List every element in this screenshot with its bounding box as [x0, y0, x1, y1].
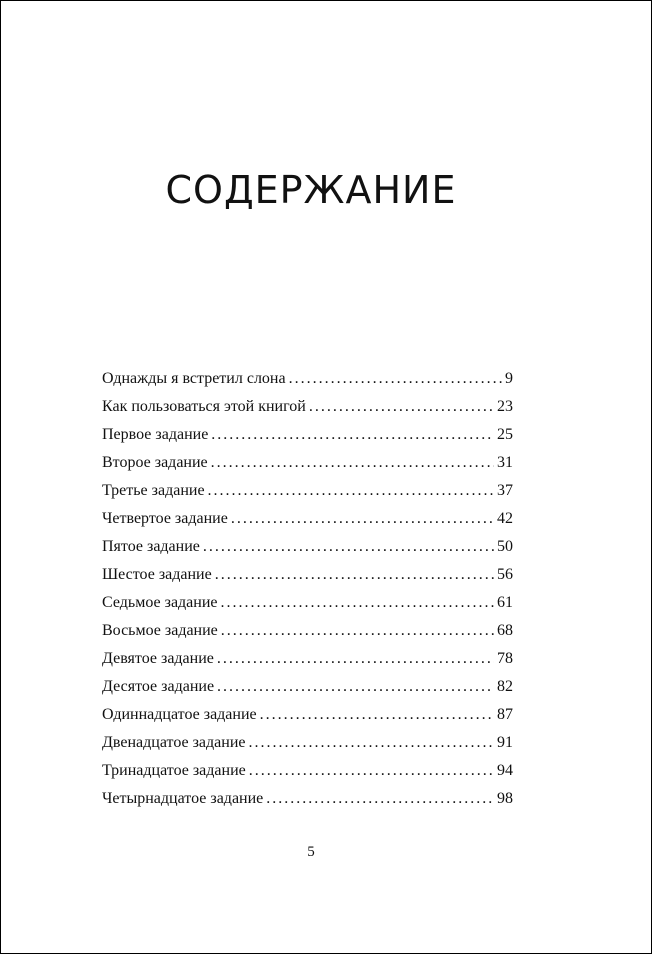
toc-entry-title: Как пользоваться этой книгой — [102, 398, 306, 415]
toc-entry[interactable] — [102, 701, 513, 729]
toc-entry[interactable] — [102, 393, 513, 421]
toc-entry[interactable] — [102, 533, 513, 561]
toc-entry[interactable] — [102, 365, 513, 393]
toc-entry-page: 31 — [497, 454, 513, 471]
toc-entry-page: 87 — [497, 706, 513, 723]
toc-entry-title: Тринадцатое задание — [102, 762, 246, 779]
toc-entry[interactable] — [102, 645, 513, 673]
page-title: СОДЕРЖАНИЕ — [165, 168, 457, 213]
toc-entry-title: Десятое задание — [102, 678, 215, 695]
toc-entry-page: 56 — [497, 566, 513, 583]
toc-entry-title: Пятое задание — [102, 538, 200, 555]
toc-entry-title: Второе задание — [102, 454, 208, 471]
toc-entry[interactable] — [102, 673, 513, 701]
toc-leader-dots — [217, 673, 494, 701]
toc-entry-page: 37 — [497, 482, 513, 499]
toc-leader-dots — [231, 505, 494, 533]
toc-leader-dots — [249, 729, 495, 757]
toc-leader-dots — [266, 785, 494, 813]
toc-entry[interactable] — [102, 449, 513, 477]
toc-entry[interactable] — [102, 617, 513, 645]
toc-leader-dots — [215, 561, 494, 589]
page-number: 5 — [307, 844, 315, 860]
toc-entry-title: Первое задание — [102, 426, 209, 443]
toc-entry-title: Однажды я встретил слона — [102, 370, 286, 387]
toc-entry-page: 94 — [497, 762, 513, 779]
toc-entry-page: 50 — [497, 538, 513, 555]
toc-leader-dots — [249, 757, 494, 785]
toc-entry[interactable] — [102, 589, 513, 617]
toc-entry-page: 68 — [497, 622, 513, 639]
toc-entry[interactable] — [102, 785, 513, 813]
toc-entry-page: 42 — [497, 510, 513, 527]
toc-entry[interactable] — [102, 505, 513, 533]
toc-leader-dots — [208, 477, 494, 505]
toc-entry[interactable] — [102, 561, 513, 589]
toc-entry-title: Восьмое задание — [102, 622, 218, 639]
toc-entry-page: 78 — [497, 650, 513, 667]
toc-entry-page: 25 — [497, 426, 513, 443]
toc-entry-page: 91 — [497, 734, 513, 751]
toc-leader-dots — [211, 421, 494, 449]
table-of-contents — [102, 365, 513, 813]
toc-leader-dots — [217, 645, 494, 673]
toc-entry[interactable] — [102, 729, 513, 757]
toc-leader-dots — [221, 617, 494, 645]
toc-entry-page: 98 — [497, 790, 513, 807]
toc-entry-title: Третье задание — [102, 482, 205, 499]
toc-leader-dots — [221, 589, 494, 617]
toc-entry-title: Шестое задание — [102, 566, 212, 583]
toc-leader-dots — [211, 449, 494, 477]
toc-entry[interactable] — [102, 421, 513, 449]
toc-leader-dots — [289, 365, 502, 393]
toc-entry-title: Четырнадцатое задание — [102, 790, 264, 807]
toc-entry-title: Двенадцатое задание — [102, 734, 246, 751]
toc-entry-title: Седьмое задание — [102, 594, 218, 611]
toc-leader-dots — [203, 533, 494, 561]
toc-entry[interactable] — [102, 477, 513, 505]
toc-entry[interactable] — [102, 757, 513, 785]
toc-entry-title: Четвертое задание — [102, 510, 228, 527]
toc-leader-dots — [309, 393, 494, 421]
toc-leader-dots — [260, 701, 494, 729]
toc-entry-title: Одиннадцатое задание — [102, 706, 257, 723]
toc-entry-page: 82 — [497, 678, 513, 695]
toc-entry-page: 23 — [497, 398, 513, 415]
toc-entry-title: Девятое задание — [102, 650, 214, 667]
toc-entry-page: 61 — [497, 594, 513, 611]
toc-entry-page: 9 — [505, 370, 513, 387]
